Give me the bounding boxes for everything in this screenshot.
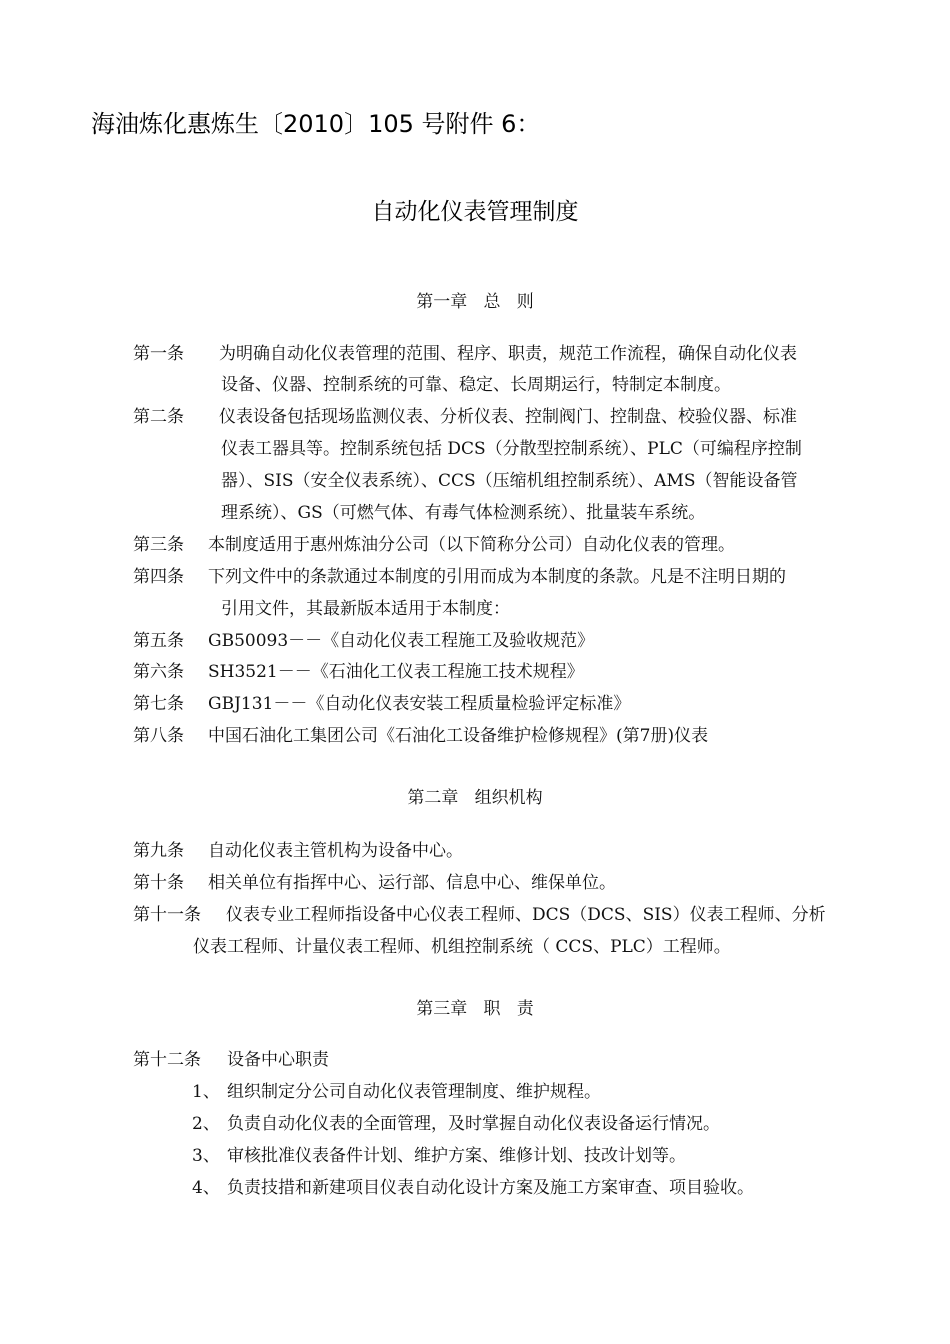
chapter-heading: 第三章 职 责	[416, 999, 534, 1019]
article-text: 仪表专业工程师指设备中心仪表工程师、DCS（DCS、SIS）仪表工程师、分析	[226, 905, 826, 925]
article-label: 第七条	[133, 694, 184, 714]
article-label: 第一条	[133, 344, 184, 364]
article-text: 仪表设备包括现场监测仪表、分析仪表、控制阀门、控制盘、校验仪器、标准	[219, 407, 797, 427]
article-label: 第九条	[133, 841, 184, 861]
chapter-heading: 第一章 总 则	[416, 292, 534, 312]
article-label: 第十一条	[133, 905, 201, 925]
list-item: 组织制定分公司自动化仪表管理制度、维护规程。	[227, 1082, 601, 1102]
article-label: 第四条	[133, 567, 184, 587]
article-text: 下列文件中的条款通过本制度的引用而成为本制度的条款。凡是不注明日期的	[208, 567, 786, 587]
list-item: 负责技措和新建项目仪表自动化设计方案及施工方案审查、项目验收。	[227, 1178, 754, 1198]
article-text: 引用文件，其最新版本适用于本制度：	[221, 599, 510, 619]
list-item: 审核批准仪表备件计划、维护方案、维修计划、技改计划等。	[227, 1146, 686, 1166]
article-label: 第八条	[133, 726, 184, 746]
article-text: 本制度适用于惠州炼油分公司（以下简称分公司）自动化仪表的管理。	[208, 535, 735, 555]
list-item-number: 3、	[192, 1146, 220, 1166]
article-text: SH3521－－《石油化工仪表工程施工技术规程》	[208, 662, 584, 682]
article-label: 第三条	[133, 535, 184, 555]
article-label: 第二条	[133, 407, 184, 427]
chapter-heading: 第二章 组织机构	[407, 788, 543, 808]
list-item-number: 2、	[192, 1114, 220, 1134]
article-text: 器）、SIS（安全仪表系统）、CCS（压缩机组控制系统）、AMS（智能设备管	[221, 471, 798, 491]
list-item-number: 1、	[192, 1082, 220, 1102]
article-label: 第十条	[133, 873, 184, 893]
article-text: 设备、仪器、控制系统的可靠、稳定、长周期运行，特制定本制度。	[221, 375, 731, 395]
article-text: 设备中心职责	[227, 1050, 329, 1070]
article-label: 第五条	[133, 631, 184, 651]
article-text: GB50093－－《自动化仪表工程施工及验收规范》	[208, 631, 595, 651]
article-text: 相关单位有指挥中心、运行部、信息中心、维保单位。	[208, 873, 616, 893]
article-text: 为明确自动化仪表管理的范围、程序、职责，规范工作流程，确保自动化仪表	[219, 344, 797, 364]
article-text: 仪表工器具等。控制系统包括 DCS（分散型控制系统）、PLC（可编程序控制	[221, 439, 802, 459]
list-item-number: 4、	[192, 1178, 220, 1198]
list-item: 负责自动化仪表的全面管理，及时掌握自动化仪表设备运行情况。	[227, 1114, 720, 1134]
article-text: GBJ131－－《自动化仪表安装工程质量检验评定标准》	[208, 694, 631, 714]
article-text: 仪表工程师、计量仪表工程师、机组控制系统（ CCS、PLC）工程师。	[193, 937, 731, 957]
article-label: 第六条	[133, 662, 184, 682]
document-title: 自动化仪表管理制度	[371, 199, 579, 225]
article-text: 中国石油化工集团公司《石油化工设备维护检修规程》(第7册)仪表	[208, 726, 709, 746]
article-text: 自动化仪表主管机构为设备中心。	[208, 841, 463, 861]
document-reference: 海油炼化惠炼生〔2010〕105 号附件 6：	[91, 110, 541, 138]
article-label: 第十二条	[133, 1050, 201, 1070]
article-text: 理系统）、GS（可燃气体、有毒气体检测系统）、批量装车系统。	[221, 503, 706, 523]
